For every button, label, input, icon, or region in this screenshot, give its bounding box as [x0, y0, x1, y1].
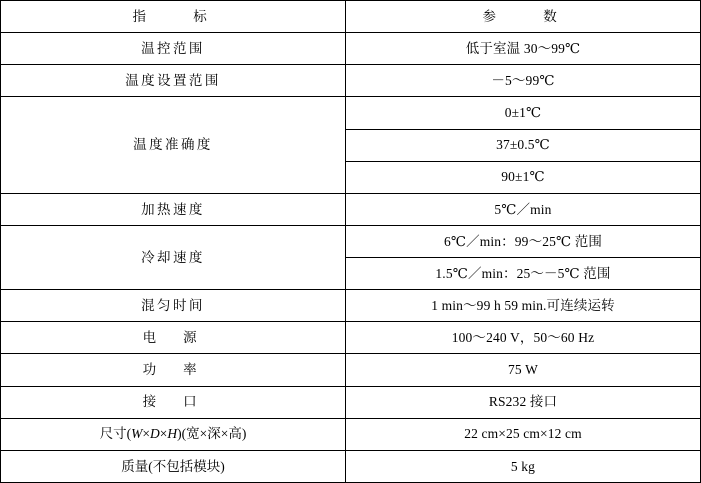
- row-value-cell: 1 min～99 h 59 min.可连续运转: [346, 290, 701, 322]
- row-value-cell: 75 W: [346, 354, 701, 386]
- header-value-cell: 参 数: [346, 1, 701, 33]
- table-row: [1, 33, 701, 65]
- row-label-cell: 温度设置范围: [1, 65, 346, 97]
- table-row: [1, 354, 701, 386]
- row-label-cell: 温控范围: [1, 33, 346, 65]
- table-row: [1, 386, 701, 418]
- row-value-cell: －5～99℃: [346, 65, 701, 97]
- row-value-cell: 37±0.5℃: [346, 129, 701, 161]
- table-row: [1, 418, 701, 450]
- table-row: [1, 225, 701, 257]
- row-value-cell: 5℃／min: [346, 193, 701, 225]
- row-label-cell: 电 源: [1, 322, 346, 354]
- row-label-cell: 功 率: [1, 354, 346, 386]
- row-label-cell: 加热速度: [1, 193, 346, 225]
- header-label-cell: 指 标: [1, 1, 346, 33]
- table-header-row: [1, 1, 701, 33]
- table-row: [1, 450, 701, 482]
- table-body: [1, 1, 701, 483]
- table-row: [1, 290, 701, 322]
- row-value-cell: 低于室温 30～99℃: [346, 33, 701, 65]
- row-value-cell: 100～240 V，50～60 Hz: [346, 322, 701, 354]
- row-value-cell: 90±1℃: [346, 161, 701, 193]
- row-value-cell: 1.5℃／min：25～－5℃ 范围: [346, 258, 701, 290]
- row-value-cell: 22 cm×25 cm×12 cm: [346, 418, 701, 450]
- table-row: [1, 193, 701, 225]
- row-label-cell: 冷却速度: [1, 225, 346, 289]
- row-value-cell: 0±1℃: [346, 97, 701, 129]
- table-row: [1, 97, 701, 129]
- row-label-cell: 质量(不包括模块): [1, 450, 346, 482]
- table-row: [1, 65, 701, 97]
- row-label-cell: 接 口: [1, 386, 346, 418]
- row-value-cell: 5 kg: [346, 450, 701, 482]
- row-value-cell: 6℃／min：99～25℃ 范围: [346, 225, 701, 257]
- row-label-cell: 混匀时间: [1, 290, 346, 322]
- row-value-cell: RS232 接口: [346, 386, 701, 418]
- row-label-cell: 尺寸(W×D×H)(宽×深×高): [1, 418, 346, 450]
- row-label-cell: 温度准确度: [1, 97, 346, 193]
- table-row: [1, 322, 701, 354]
